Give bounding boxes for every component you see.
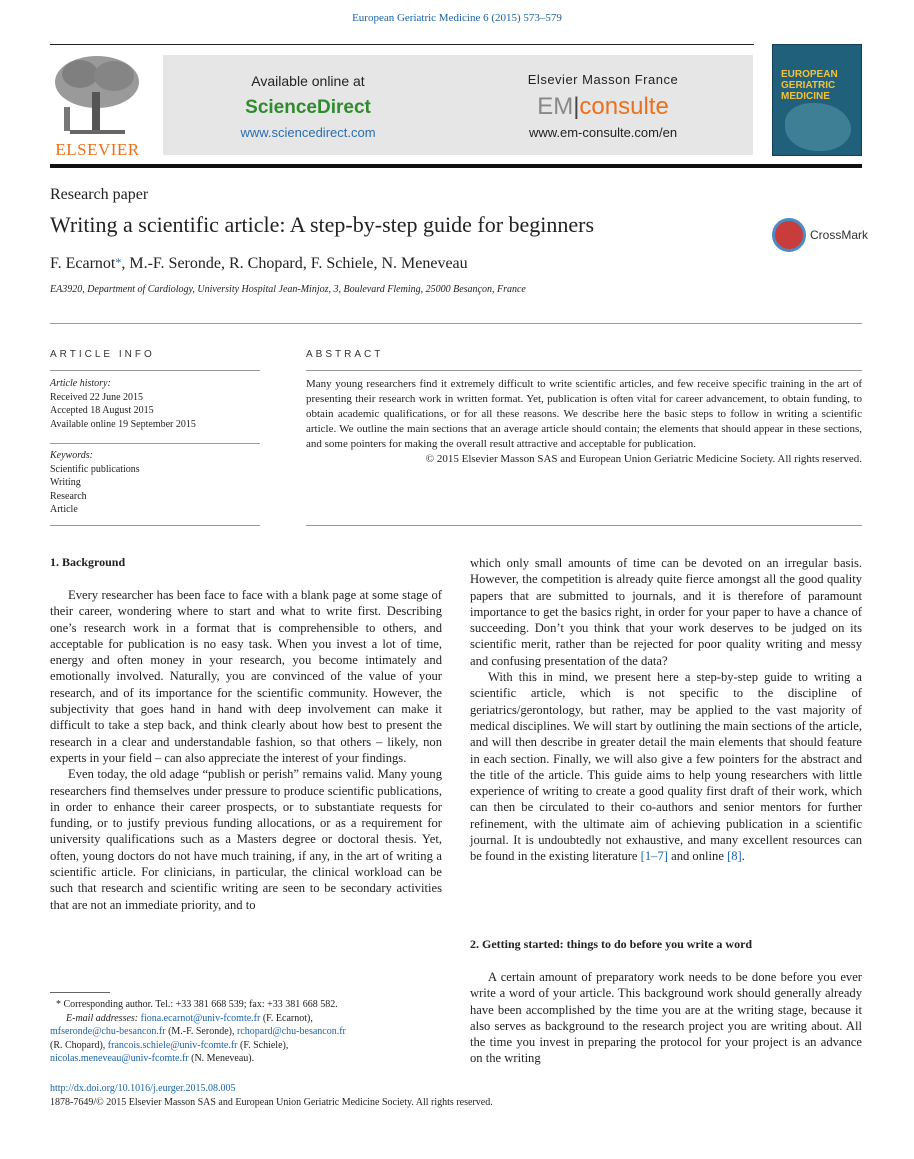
crossmark-icon — [772, 218, 806, 252]
online-date: Available online 19 September 2015 — [50, 418, 196, 430]
article-type: Research paper — [50, 186, 149, 203]
bottom-info — [50, 1082, 493, 1109]
history-rule — [50, 443, 260, 444]
publisher-banner — [163, 55, 753, 155]
history-label: Article history: — [50, 378, 111, 389]
article-info-rule — [50, 370, 260, 371]
abstract-text-block — [306, 377, 862, 467]
article-title: Writing a scientific article: A step-by-step guide for beginners — [50, 212, 595, 237]
corresponding-author-link[interactable]: * — [115, 255, 122, 269]
email-owner: (F. Schiele), — [237, 1039, 289, 1051]
cover-title-line3: MEDICINE — [781, 91, 830, 102]
email-owner: (R. Chopard), — [50, 1039, 108, 1051]
email-label: E-mail addresses: — [66, 1012, 139, 1024]
cover-title-line1: EUROPEAN — [781, 69, 838, 80]
email-schiele[interactable]: francois.schiele@univ-fcomte.fr — [107, 1039, 238, 1051]
abstract-bottom-rule — [306, 525, 862, 526]
crossmark-button[interactable] — [772, 218, 872, 252]
sciencedirect-logo[interactable]: ScienceDirect — [245, 97, 371, 118]
author-rest: , M.-F. Seronde, R. Chopard, F. Schiele, N. Meneveau — [121, 255, 468, 272]
issn-copyright: 1878-7649/© 2015 Elsevier Masson SAS and European Union Geriatric Medicine Society. All rights reserved. — [50, 1096, 493, 1108]
header-thick-rule — [50, 164, 862, 168]
email-meneveau[interactable]: nicolas.meneveau@univ-fcomte.fr — [50, 1053, 189, 1064]
em-logo-right: consulte — [579, 93, 669, 120]
paragraph-text: . — [741, 849, 745, 864]
journal-reference[interactable]: European Geriatric Medicine 6 (2015) 573–579 — [352, 12, 562, 24]
keyword: Article — [50, 504, 78, 515]
abstract-copyright: © 2015 Elsevier Masson SAS and European Union Geriatric Medicine Society. All rights reserved. — [425, 453, 862, 465]
keywords-rule — [50, 525, 260, 526]
reference-link-8[interactable]: [8] — [727, 849, 742, 864]
cover-title-line2: GERIATRIC — [781, 80, 836, 91]
accepted-date: Accepted 18 August 2015 — [50, 405, 154, 416]
background-paragraph-1 — [50, 587, 442, 913]
keyword: Scientific publications — [50, 463, 140, 475]
received-date: Received 22 June 2015 — [50, 391, 144, 403]
section-heading-background: 1. Background — [50, 555, 126, 569]
article-info-heading: ARTICLE INFO — [50, 349, 155, 360]
corresponding-author-details: Corresponding author. Tel.: +33 381 668 539; fax: +33 381 668 582. — [63, 999, 338, 1010]
corresponding-author-footnote — [50, 998, 450, 1066]
paragraph: which only small amounts of time can be devoted on an irregular basis. However, the competition is already quite fierce amongst all the good quality papers that are submitted to journals, and it is therefore of paramount importance to get the basics right, in order for your paper to have a chance of succeeding. Don’t you think that your work deserves to be judged on its scientific merit, rather than be rejected for poor quality writing and messy and confusing presentation of the data? — [470, 556, 862, 668]
abstract-text: Many young researchers find it extremely difficult to write scientific articles, and few receive specific training in the art of presenting their research work in written format. Yet, publication is often vital for career advancement, to obtain funding, to obtain academic qualifications, or for all these reasons. We describe here the basic steps to follow in writing a scientific article. We outline the main sections that an average article should contain; the elements that should appear in these sections, and some pointers for making the overall result attractive and acceptable for publication. — [306, 378, 862, 450]
author-first: F. Ecarnot — [50, 255, 116, 272]
doi-link[interactable]: http://dx.doi.org/10.1016/j.eurger.2015.08.005 — [50, 1083, 236, 1094]
keyword: Research — [50, 490, 87, 502]
paragraph: A certain amount of preparatory work needs to be done before you ever write a word of your article. This background work should generally already have been accomplished by the time you are at the writing stage, because it also serves as background to the research project you are writing about. All the time you invest in preparing the protocol for your project is an advance on the writing — [470, 970, 862, 1066]
email-seronde[interactable]: mfseronde@chu-besancon.fr — [50, 1026, 166, 1037]
header-rule — [50, 44, 754, 45]
footnote-star: * — [56, 999, 61, 1010]
em-logo-left: EM — [537, 93, 574, 120]
right-column-text — [470, 555, 862, 865]
paragraph: Even today, the old adage “publish or perish” remains valid. Many young researchers find themselves under pressure to produce scientific publications, in order to enhance their career prospects, or to substantiate requests for funding, or to justify previous funding allocations, or as a requirement for university qualifications such as a Masters degree or doctoral thesis. Yet, often, young doctors do not have much training, if any, in the art of writing a scientific article. For clinicians, in particular, the clinical workload can be such that research and scientific writing are seen to be secondary activities that are not an immediate priority, and to — [50, 767, 442, 912]
email-owner: (M.-F. Seronde), — [165, 1026, 237, 1037]
reference-link-1-7[interactable]: [1–7] — [640, 849, 668, 864]
author-list — [50, 255, 468, 273]
cover-map-graphic — [785, 103, 851, 151]
paragraph — [470, 669, 862, 865]
footnote-rule — [50, 992, 110, 993]
affiliation: EA3920, Department of Cardiology, University Hospital Jean-Minjoz, 3, Boulevard Fleming, 25000 Besançon, France — [50, 284, 526, 295]
sciencedirect-link[interactable]: www.sciencedirect.com — [240, 125, 376, 140]
paragraph-text: With this in mind, we present here a step-by-step guide to writing a scientific article, which is not specific to the discipline of geriatrics/gerontology, but rather, may be applied to the vast majority of medical disciplines. We will start by outlining the main sections of the article, and will then describe in greater detail the main elements that should feature in each section. Finally, we will also give a few pointers for the abstract and the title of the article. This guide aims to help young researchers with little experience of writing to create a good quality first draft of their work, which can then be circulated to their co-authors and senior mentors for further refinement, with the ultimate aim of achieving publication in a scientific journal. It is undoubtedly not exhaustive, and many excellent resources can be found in the existing literature — [470, 670, 862, 864]
crossmark-label: CrossMark — [810, 228, 869, 242]
article-history — [50, 377, 260, 431]
email-chopard[interactable]: rchopard@chu-besancon.fr — [236, 1026, 346, 1037]
abstract-heading: ABSTRACT — [306, 349, 384, 360]
paragraph: Every researcher has been face to face with a blank page at some stage of their career, wondering where to start and what to write first. Describing one’s research work in a format that is comprehensible to others, and acceptable for publication is no easy task. When you invest a lot of time, energy and often money in your research, you become intimately and emotionally involved. Naturally, you are convinced of the value of your research, and of its importance for the scientific community. However, the subjectivity that goes hand in hand with deep involvement can make it difficult to take a step back, and think clearly about how best to present the research in a clear and understandable fashion, so that others – likely, non experts in your field – can also appreciate the interest of your findings. — [50, 588, 442, 765]
elsevier-masson-label: Elsevier Masson France — [527, 72, 679, 87]
email-owner: (N. Meneveau). — [188, 1053, 255, 1064]
em-consulte-logo[interactable]: EM|consulte — [537, 93, 669, 120]
section-heading-getting-started: 2. Getting started: things to do before you write a word — [470, 937, 753, 951]
keyword: Writing — [50, 477, 81, 488]
keywords-block — [50, 449, 260, 517]
elsevier-wordmark: ELSEVIER — [55, 140, 140, 159]
paragraph-text: and online — [667, 849, 728, 864]
email-owner: (F. Ecarnot), — [260, 1012, 313, 1024]
available-online-label: Available online at — [251, 73, 365, 89]
abstract-rule — [306, 370, 862, 371]
email-ecarnot[interactable]: fiona.ecarnot@univ-fcomte.fr — [140, 1012, 261, 1024]
em-consulte-link[interactable]: www.em-consulte.com/en — [528, 125, 678, 140]
title-rule — [50, 323, 862, 324]
journal-cover-image[interactable] — [772, 44, 862, 156]
keywords-label: Keywords: — [50, 450, 93, 461]
getting-started-paragraph — [470, 969, 862, 1067]
